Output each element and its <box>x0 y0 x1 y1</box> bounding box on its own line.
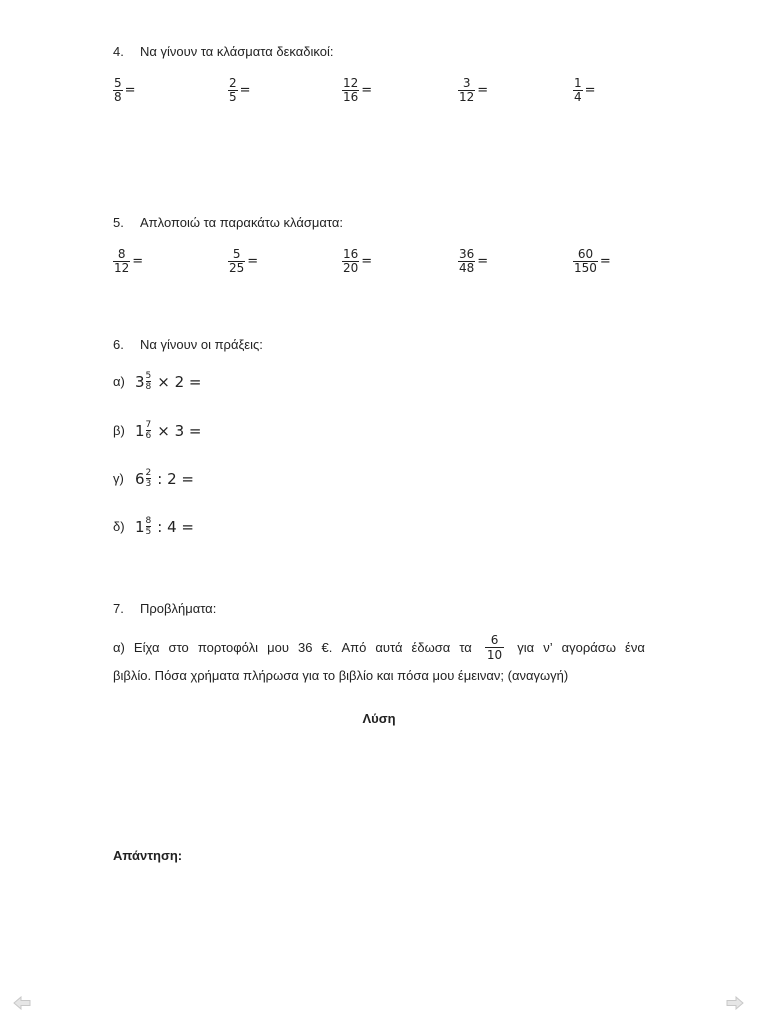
exercise-number: 5. <box>113 215 124 230</box>
equals-sign: = <box>361 83 373 98</box>
solution-label: Λύση <box>362 711 396 726</box>
numerator: 6 <box>490 633 499 647</box>
problem-word: τα <box>459 639 472 655</box>
fraction <box>113 77 123 104</box>
equals-sign: = <box>124 83 136 98</box>
equals-sign: = <box>477 83 489 98</box>
problem-word: €. <box>321 639 333 655</box>
operation-label: δ) <box>113 519 125 534</box>
operation-label: α) <box>113 374 125 389</box>
numerator: 12 <box>343 76 359 90</box>
problem-word: για <box>517 639 535 655</box>
exercise-title: Απλοποιώ τα παρακάτω κλάσματα: <box>140 215 343 230</box>
operation-row <box>113 516 194 537</box>
numerator: 5 <box>145 371 152 381</box>
fraction-item <box>573 248 611 275</box>
operation-row <box>113 468 194 489</box>
operation-expression: : 2 = <box>157 469 194 488</box>
denominator: 20 <box>343 261 359 275</box>
whole-part: 6 <box>135 469 145 488</box>
exercise-title: Να γίνουν τα κλάσματα δεκαδικοί: <box>140 44 334 59</box>
denominator: 6 <box>145 431 152 441</box>
fraction-item <box>342 248 372 275</box>
mixed-fraction <box>146 468 152 489</box>
fraction <box>228 77 238 104</box>
problem-label: α) <box>113 639 125 655</box>
exercise-5-heading <box>113 215 343 230</box>
whole-part: 1 <box>135 517 145 536</box>
problem-word: στο <box>168 639 189 655</box>
numerator: 7 <box>145 420 152 430</box>
denominator: 48 <box>459 261 475 275</box>
operation-expression: : 4 = <box>157 517 194 536</box>
exercise-7-heading <box>113 601 216 616</box>
whole-part: 3 <box>135 372 145 391</box>
fraction <box>113 248 130 275</box>
numerator: 3 <box>462 76 471 90</box>
problem-word: ν’ <box>543 639 553 655</box>
mixed-fraction <box>146 371 152 392</box>
operation-row <box>113 420 202 441</box>
fraction <box>573 77 583 104</box>
denominator: 10 <box>486 648 503 662</box>
fraction-item <box>342 77 372 104</box>
mixed-fraction <box>146 516 152 537</box>
fraction <box>228 248 245 275</box>
problem-word: ένα <box>625 639 645 655</box>
denominator: 12 <box>114 261 130 275</box>
numerator: 8 <box>117 247 126 261</box>
numerator: 60 <box>577 247 594 261</box>
denominator: 3 <box>145 479 152 489</box>
equals-sign: = <box>477 254 489 269</box>
problem-a <box>113 633 645 690</box>
denominator: 4 <box>574 90 582 104</box>
problem-word: Είχα <box>133 639 160 655</box>
arrow-left-icon[interactable] <box>13 996 31 1010</box>
exercise-title: Να γίνουν οι πράξεις: <box>140 337 263 352</box>
numerator: 8 <box>145 516 152 526</box>
numerator: 5 <box>232 247 241 261</box>
fraction <box>573 248 598 275</box>
operation-expression: × 2 = <box>157 372 202 391</box>
fraction-item <box>458 77 488 104</box>
fraction-item <box>113 77 136 104</box>
fraction <box>342 248 359 275</box>
denominator: 25 <box>229 261 245 275</box>
numerator: 2 <box>229 76 237 90</box>
exercise-number: 6. <box>113 337 124 352</box>
problem-word: μου <box>267 639 289 655</box>
whole-part: 1 <box>135 421 145 440</box>
fraction-item <box>228 77 251 104</box>
denominator: 150 <box>574 261 597 275</box>
arrow-right-icon[interactable] <box>726 996 744 1010</box>
fraction <box>458 77 475 104</box>
answer-label: Απάντηση: <box>113 848 183 863</box>
problem-a-line-1 <box>113 633 645 662</box>
exercise-6-heading <box>113 337 263 352</box>
operation-label: γ) <box>113 471 124 486</box>
numerator: 5 <box>114 76 122 90</box>
equals-sign: = <box>361 254 373 269</box>
problem-word: Από <box>341 639 367 655</box>
problem-word: αγοράσω <box>561 639 616 655</box>
exercise-number: 7. <box>113 601 124 616</box>
numerator: 1 <box>574 76 582 90</box>
numerator: 2 <box>145 468 152 478</box>
operation-label: β) <box>113 423 125 438</box>
fraction <box>458 248 475 275</box>
denominator: 5 <box>145 527 152 537</box>
operation-row <box>113 371 202 392</box>
exercise-4-heading <box>113 44 333 59</box>
equals-sign: = <box>239 83 251 98</box>
denominator: 16 <box>343 90 359 104</box>
problem-fraction <box>485 633 504 662</box>
operation-expression: × 3 = <box>157 421 202 440</box>
numerator: 36 <box>459 247 475 261</box>
denominator: 8 <box>145 382 152 392</box>
problem-a-line-2: βιβλίο. Πόσα χρήματα πλήρωσα για το βιβλίο και πόσα μου έμειναν; (αναγωγή) <box>113 668 569 683</box>
exercise-title: Προβλήματα: <box>140 601 217 616</box>
equals-sign: = <box>584 83 596 98</box>
fraction-item <box>458 248 488 275</box>
problem-word: πορτοφόλι <box>197 639 259 655</box>
mixed-fraction <box>146 420 152 441</box>
fraction <box>342 77 359 104</box>
exercise-number: 4. <box>113 44 124 59</box>
denominator: 12 <box>459 90 475 104</box>
denominator: 5 <box>229 90 237 104</box>
fraction-item <box>228 248 258 275</box>
fraction-item <box>113 248 143 275</box>
fraction-item <box>573 77 596 104</box>
problem-word: αυτά <box>375 639 403 655</box>
equals-sign: = <box>132 254 144 269</box>
problem-word: 36 <box>298 639 313 655</box>
denominator: 8 <box>114 90 122 104</box>
equals-sign: = <box>247 254 259 269</box>
equals-sign: = <box>599 254 611 269</box>
problem-word: έδωσα <box>411 639 451 655</box>
numerator: 16 <box>343 247 359 261</box>
